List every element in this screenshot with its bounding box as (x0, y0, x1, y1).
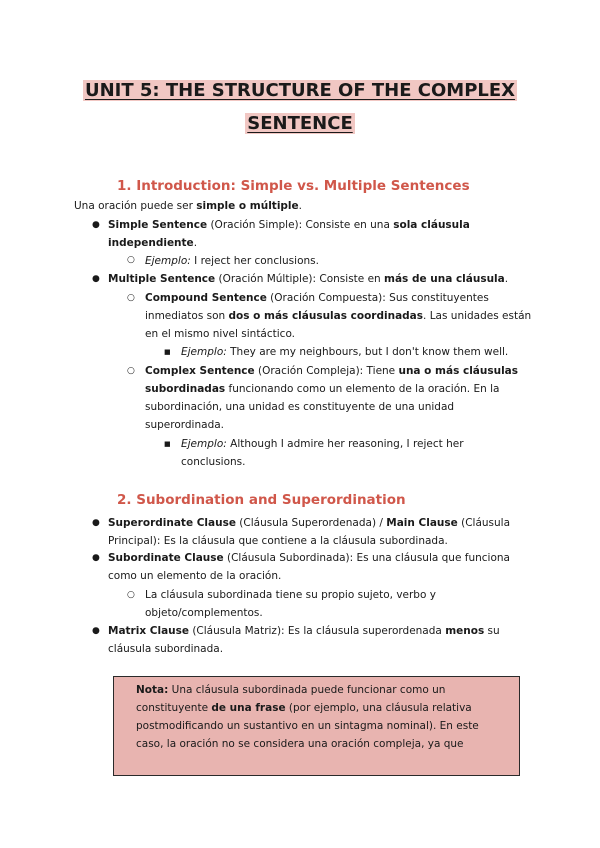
superordinate-clause-item: Superordinate Clause (Cláusula Superordenada) / Main Clause (Cláusula (108, 517, 511, 529)
complex-sentence-example-line2: conclusions. (181, 456, 246, 468)
circle-bullet-icon: ○ (127, 293, 135, 303)
square-bullet-icon: ■ (164, 348, 171, 356)
complex-sentence-example: Ejemplo: Although I admire her reasoning, I reject her (181, 438, 464, 450)
superordinate-clause-line2: Principal): Es la cláusula que contiene a la cláusula subordinada. (108, 535, 448, 547)
title-line-1: UNIT 5: THE STRUCTURE OF THE COMPLEX (84, 80, 516, 101)
note-line-2: constituyente de una frase (por ejemplo, una cláusula relativa (136, 702, 472, 714)
subordinate-clause-line2: como un elemento de la oración. (108, 570, 282, 582)
compound-sentence-line2: inmediatos son dos o más cláusulas coordinadas. Las unidades están (145, 310, 532, 322)
matrix-clause-line2: cláusula subordinada. (108, 643, 224, 655)
section-1-intro: Una oración puede ser simple o múltiple. (74, 200, 302, 212)
circle-bullet-icon: ○ (127, 590, 135, 600)
section-1-heading: 1. Introduction: Simple vs. Multiple Sentences (117, 178, 470, 194)
page-title (0, 74, 600, 140)
bullet-icon: ● (92, 220, 100, 230)
title-line-2: SENTENCE (247, 113, 353, 134)
subordinate-clause-sub-line2: objeto/complementos. (145, 607, 263, 619)
bullet-icon: ● (92, 626, 100, 636)
bullet-icon: ● (92, 274, 100, 284)
circle-bullet-icon: ○ (127, 255, 135, 265)
bullet-icon: ● (92, 553, 100, 563)
compound-sentence-item: Compound Sentence (Oración Compuesta): Sus constituyentes (145, 292, 489, 304)
complex-sentence-item: Complex Sentence (Oración Compleja): Tiene una o más cláusulas (145, 365, 519, 377)
bullet-icon: ● (92, 518, 100, 528)
complex-sentence-line4: superordinada. (145, 419, 225, 431)
multiple-sentence-item: Multiple Sentence (Oración Múltiple): Consiste en más de una cláusula. (108, 273, 509, 285)
note-line-1: Nota: Una cláusula subordinada puede funcionar como un (136, 684, 446, 696)
complex-sentence-line2: subordinadas funcionando como un elemento de la oración. En la (145, 383, 500, 395)
section-2-heading: 2. Subordination and Superordination (117, 492, 406, 508)
note-line-3: postmodificando un sustantivo en un sintagma nominal). En este (136, 720, 479, 732)
compound-sentence-line3: en el mismo nivel sintáctico. (145, 328, 296, 340)
square-bullet-icon: ■ (164, 440, 171, 448)
compound-sentence-example: Ejemplo: They are my neighbours, but I don't know them well. (181, 346, 509, 358)
simple-sentence-item: Simple Sentence (Oración Simple): Consiste en una sola cláusula (108, 219, 470, 231)
complex-sentence-line3: subordinación, una unidad es constituyente de una unidad (145, 401, 455, 413)
matrix-clause-item: Matrix Clause (Cláusula Matriz): Es la cláusula superordenada menos su (108, 625, 500, 637)
simple-sentence-example: Ejemplo: I reject her conclusions. (145, 255, 319, 267)
circle-bullet-icon: ○ (127, 366, 135, 376)
note-line-4: caso, la oración no se considera una oración compleja, ya que (136, 738, 464, 750)
simple-sentence-line2: independiente. (108, 237, 198, 249)
subordinate-clause-item: Subordinate Clause (Cláusula Subordinada): Es una cláusula que funciona (108, 552, 510, 564)
subordinate-clause-sub: La cláusula subordinada tiene su propio sujeto, verbo y (145, 589, 436, 601)
note-box (113, 676, 520, 776)
